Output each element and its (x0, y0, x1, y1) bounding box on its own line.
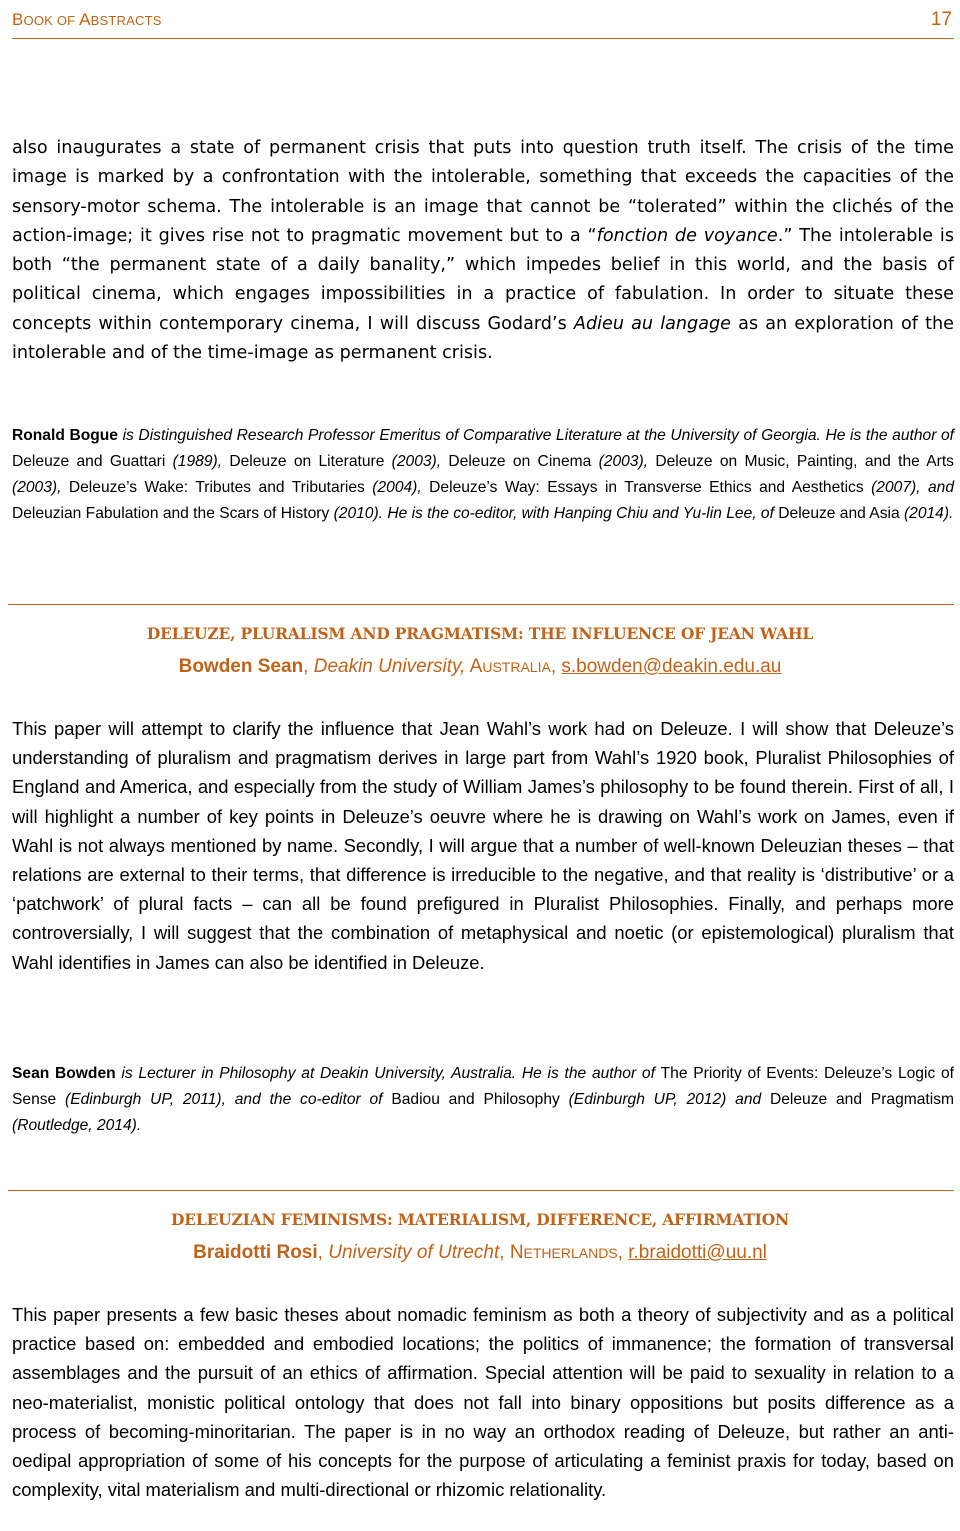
bio-author-name: Sean Bowden (12, 1065, 116, 1082)
author-line: Braidotti Rosi, University of Utrecht, NETHERLANDS, r.braidotti@uu.nl (193, 1242, 767, 1263)
author-line: Bowden Sean, Deakin University, AUSTRALIA, s.bowden@deakin.edu.au (178, 656, 782, 677)
page-number: 17 (930, 9, 952, 30)
author-email-link[interactable]: s.bowden@deakin.edu.au (561, 656, 782, 677)
abstract-body-block (12, 714, 954, 977)
continuation-block (12, 134, 954, 368)
abstract-paragraph: This paper will attempt to clarify the influence that Jean Wahl’s work had on Deleuze. I will show that Deleuze’s understanding of pluralism and pragmatism derives in large part from Wahl’s 1920 book, Pluralist Philosophies of England and America, and especially from the study of William James’s philosophy to be found therein. First of all, I will highlight a number of key points in Deleuze’s oeuvre where he is drawing on Wahl’s work on James, even if Wahl is not always mentioned by name. Secondly, I will argue that a number of well-known Deleuzian theses – that relations are external to their terms, that difference is irreducible to the negative, and that reality is ‘distributive’ or a ‘patchwork’ of plural facts – can all be found prefigured in Pluralist Philosophies. Finally, and perhaps more controversially, I will suggest that the combination of metaphysical and noetic (or epistemological) pluralism that Wahl identifies in James can also be identified in Deleuze. (12, 718, 954, 973)
bio-paragraph: Sean Bowden is Lecturer in Philosophy at Deakin University, Australia. He is the author of The Priority of Events: Deleuze’s Logic of Sense (Edinburgh UP, 2011), and the co-editor of Badiou and Philosophy (Edinburgh UP, 2012) and Deleuze and Pragmatism (Routledge, 2014). (12, 1065, 954, 1134)
bio-author-name: Ronald Bogue (12, 427, 118, 444)
abstract-paragraph: This paper presents a few basic theses about nomadic feminism as both a theory of subjectivity and as a political practice based on: embedded and embodied locations; the politics of immanence; the formation of transversal assemblages and the pursuit of an ethics of affirmation. Special attention will be paid to sexuality in relation to a neo-materialist, monistic political ontology that does not fall into binary oppositions but posits difference as a process of becoming-minoritarian. The paper is in no way an orthodox reading of Deleuze, but rather an anti-oedipal appropriation of some of his concepts for the purpose of articulating a feminist praxis for today, based on complexity, vital materialism and multi-directional or rhizomic relationality. (12, 1304, 954, 1501)
author-name: Braidotti Rosi (193, 1242, 318, 1263)
author-name: Bowden Sean (178, 656, 304, 677)
bio-bogue (12, 423, 954, 527)
section-divider (8, 604, 954, 605)
continuation-paragraph: also inaugurates a state of permanent crisis that puts into question truth itself. The crisis of the time image is marked by a confrontation with the intolerable, something that exceeds the capacities of the sensory-motor schema. The intolerable is an image that cannot be “tolerated” within the clichés of the action-image; it gives rise not to pragmatic movement but to a “fonction de voyance.” The intolerable is both “the permanent state of a daily banality,” which impedes belief in this world, and the basis of political cinema, which engages impossibilities in a practice of fabulation. In order to situate these concepts within contemporary cinema, I will discuss Godard’s Adieu au langage as an exploration of the intolerable and of the time-image as permanent crisis. (12, 138, 954, 364)
section-divider (8, 1190, 954, 1191)
abstract-title: DELEUZE, PLURALISM AND PRAGMATISM: THE INFLUENCE OF JEAN WAHL (146, 624, 814, 643)
author-email-link[interactable]: r.braidotti@uu.nl (628, 1242, 767, 1263)
bio-bowden (12, 1061, 954, 1139)
author-affiliation: Deakin University, (313, 656, 466, 677)
book-title: BOOK OF ABSTRACTS (12, 10, 162, 29)
bio-paragraph: Ronald Bogue is Distinguished Research Professor Emeritus of Comparative Literature at the University of Georgia. He is the author of Deleuze and Guattari (1989), Deleuze on Literature (2003), Deleuze on Cinema (2003), Deleuze on Music, Painting, and the Arts (2003), Deleuze’s Wake: Tributes and Tributaries (2004), Deleuze’s Way: Essays in Transverse Ethics and Aesthetics (2007), and Deleuzian Fabulation and the Scars of History (2010). He is the co-editor, with Hanping Chiu and Yu-lin Lee, of Deleuze and Asia (2014). (12, 427, 954, 522)
running-header (12, 6, 952, 36)
author-affiliation: University of Utrecht (328, 1242, 500, 1263)
abstract-body-block (12, 1300, 954, 1504)
header-rule (12, 38, 954, 39)
abstract-title: DELEUZIAN FEMINISMS: MATERIALISM, DIFFERENCE, AFFIRMATION (171, 1210, 789, 1229)
